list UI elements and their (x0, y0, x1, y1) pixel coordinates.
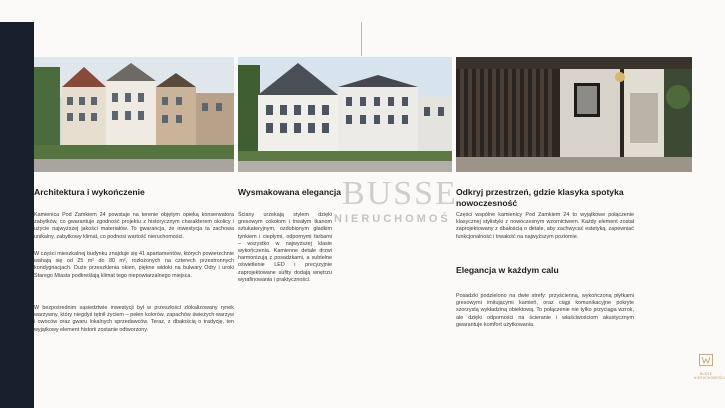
photo-interior-lobby (456, 57, 692, 172)
paragraph-architecture-3: W bezpośrednim sąsiedztwie inwestycji był w przeszłości zlokalizowany rynek warzywny, który niegdyś tętnił życiem – pełen kolorów, zapachów świeżych warzyw i owoców oraz gwaru lokalnych sprzedawców. Teraz, z dbałością o tradycję, ten wyjątkowy element historii zostanie odtworzony. (34, 305, 234, 333)
heading-space: Odkryj przestrzeń, gdzie klasyka spotyka nowoczesność (456, 187, 624, 208)
paragraph-elegance: Ściany urzekają stylem dzięki gresowym cokołom i trwałym tkanom sztukateryjnym, ozdobionym gładkim tynkiem i ciepłymi, odpornymi farbami – wszystko w najwyższej klasie wykończenia. Kamienne detale drzwi harmonizują z posadzkami, a subtelne oświetlenie LED i precyzyjnie zaprojektowane sufity dodają wnętrzu wyrafinowania i praktyczności. (238, 212, 332, 283)
heading-elegance: Wysmakowana elegancja (238, 187, 342, 197)
watermark-brand: BUSSE (342, 175, 458, 212)
photo-white-building (238, 57, 452, 172)
paragraph-architecture-2: W części mieszkalnej budynku znajduje się 41 apartamentów, których powierzchnie wahają się od 25 m² do 80 m², rozłożonych na czterech przestronnych kondygnacjach. Duże przeszklenia okien, piękne widoki na bulwary Odry i uroki Starego Miasta podkreślają klimat tego niepowtarzalnego miejsca. (34, 251, 234, 279)
paragraph-architecture-1: Kamienica Pod Zamkiem 24 powstaje na terenie objętym opieką konserwatora zabytków, co gwarantuje zgodność projektu z historycznym charakterem okolicy i użycie najwyższej jakości materiałów. To gwarancja, że inwestycja ta zachowa unikalny, zabytkowy klimat, co podnosi wartość nieruchomości. (34, 212, 234, 240)
watermark-subtitle: NIERUCHOMOŚ (334, 213, 451, 225)
heading-elegance-every-inch: Elegancja w każdym calu (456, 265, 559, 275)
paragraph-floors: Posadzki podzielono na dwie strefy: przyścienną, wykończoną płytkami gresowymi imitującymi kamień, oraz ciągi komunikacyjne pokryte szorzystą wykładziną obiektową. To połączenie nie tylko przyciąga wzrok, ale dzięki odporności na ścieranie i właściwościom akustycznym gwarantuje komfort użytkowania. (456, 293, 634, 328)
heading-architecture: Architektura i wykończenie (34, 187, 145, 197)
photo-facade-street (34, 57, 234, 172)
paragraph-space: Części wspólne kamienicy Pod Zamkiem 24 to wyjątkowe połączenie klasycznej stylistyki z nowoczesnym wzornictwem. Każdy element został zaprojektowany z dbałością o detale, aby zachwycać estetyką, zapewniać funkcjonalność i trwałość na najwyższym poziomie. (456, 212, 634, 240)
divider-line (361, 22, 362, 56)
logo-mark-icon (699, 354, 713, 366)
logo-text: BUSSE NIERUCHOMOŚCI (694, 372, 725, 380)
dark-sidebar-bar (0, 22, 34, 408)
busse-logo (694, 353, 725, 380)
